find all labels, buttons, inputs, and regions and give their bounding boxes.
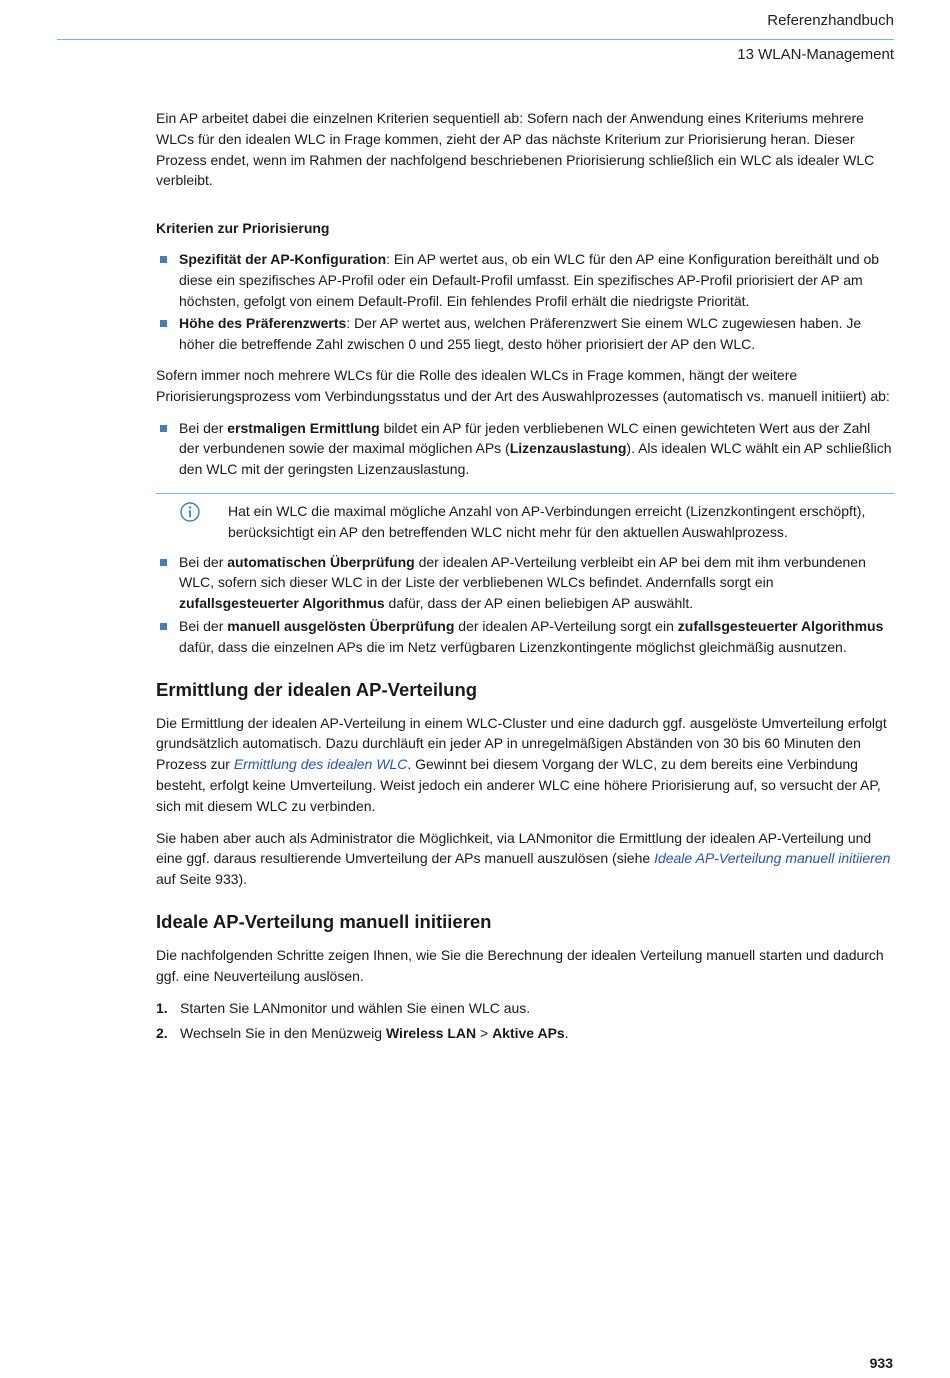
info-icon: [180, 502, 200, 522]
term-license-usage: Lizenzauslastung: [509, 440, 627, 457]
term-manual-check: manuell ausgelösten Überprüfung: [227, 617, 455, 634]
step-item: 2. Wechseln Sie in den Menüzweig Wireless LAN > Aktive APs.: [156, 1023, 894, 1044]
bullet-square-icon: [160, 425, 167, 432]
list-item: Bei der automatischen Überprüfung der idealen AP-Verteilung verbleibt ein AP bei dem mit ihm verbundenen WLC, sofern sich dieser WLC in der Liste der verbliebenen WLCs befindet. Andernfalls sorgt ein zufallsgesteuerter Algorithmus dafür, dass der AP einen beliebigen AP auswählt.: [156, 552, 894, 614]
section-title: Ideale AP-Verteilung manuell initiieren: [156, 910, 492, 932]
term-random-algorithm: zufallsgesteuerter Algorithmus: [179, 595, 385, 612]
criterion-term: Höhe des Präferenzwerts: [179, 315, 347, 332]
intro-paragraph: Ein AP arbeitet dabei die einzelnen Kriterien sequentiell ab: Sofern nach der Anwendung eines Kriteriums mehrere WLCs für den idealen WLC in Frage kommen, zieht der AP das nächste Kriterium zur Priorisierung heran. Dieser Prozess endet, wenn im Rahmen der nachfolgend beschriebenen Priorisierung schließlich ein WLC als idealer WLC verbleibt.: [156, 110, 875, 189]
criterion-text: : Der AP wertet aus, welchen Präferenzwert Sie einem WLC zugewiesen haben. Je höher die betreffende Zahl zwischen 0 und 255 liegt, desto höher priorisiert der AP den WLC.: [179, 315, 862, 353]
status-list: [156, 418, 894, 480]
criterion-term: Spezifität der AP-Konfiguration: [179, 250, 387, 267]
bullet-square-icon: [160, 320, 167, 327]
steps-list: [156, 998, 894, 1045]
bullet-square-icon: [160, 559, 167, 566]
header-divider: [57, 39, 894, 40]
criteria-heading: Kriterien zur Priorisierung: [156, 220, 330, 237]
step-number: 2.: [156, 1025, 168, 1042]
list-item: Bei der manuell ausgelösten Überprüfung der idealen AP-Verteilung sorgt ein zufallsgesteuerter Algorithmus dafür, dass die einzelnen APs die im Netz verfügbaren Lizenzkontingente möglichst gleichmäßig ausnutzen.: [156, 616, 894, 658]
menu-aktive-aps: Aktive APs: [492, 1025, 565, 1042]
section2-intro: Die nachfolgenden Schritte zeigen Ihnen, wie Sie die Berechnung der idealen Verteilung manuell starten und dadurch ggf. eine Neuverteilung auslösen.: [156, 946, 884, 984]
note-text: Hat ein WLC die maximal mögliche Anzahl von AP-Verbindungen erreicht (Lizenzkontingent erschöpft), berücksichtigt ein AP den betreffenden WLC nicht mehr für den aktuellen Auswahlprozess.: [228, 502, 866, 540]
status-list-continued: [156, 552, 894, 658]
criteria-list: [156, 249, 894, 355]
section-title: Ermittlung der idealen AP-Verteilung: [156, 678, 478, 700]
step-number: 1.: [156, 999, 168, 1016]
list-item: [156, 249, 894, 311]
page-header: [57, 10, 894, 65]
step-text: Starten Sie LANmonitor und wählen Sie einen WLC aus.: [180, 999, 531, 1016]
list-item: [156, 313, 894, 355]
bullet-square-icon: [160, 623, 167, 630]
link-ermittlung-wlc[interactable]: Ermittlung des idealen WLC: [233, 756, 408, 773]
step-item: [156, 998, 894, 1019]
header-title: Referenzhandbuch: [767, 12, 894, 29]
bullet-square-icon: [160, 256, 167, 263]
header-chapter: 13 WLAN-Management: [737, 46, 894, 63]
page-number: 933: [869, 1355, 893, 1371]
term-automatic-check: automatischen Überprüfung: [227, 553, 415, 570]
criterion-text: : Ein AP wertet aus, ob ein WLC für den AP eine Konfiguration bereithält und ob diese ein spezifisches AP-Profil oder ein Default-Profil umfasst. Ein spezifisches AP-Profil priorisiert der AP am höchsten, gefolgt von einem Default-Profil. Ein fehlendes Profil erhält die niedrigste Priorität.: [179, 250, 880, 309]
menu-wireless-lan: Wireless LAN: [385, 1025, 477, 1042]
section1-paragraph-2: Sie haben aber auch als Administrator die Möglichkeit, via LANmonitor die Ermittlung der idealen AP-Verteilung und eine ggf. daraus resultierende Umverteilung der APs manuell auszulösen (siehe Ideale AP-Verteilung manuell initiieren auf Seite 933).: [156, 829, 891, 888]
term-first-determination: erstmaligen Ermittlung: [227, 419, 380, 436]
list-item: Bei der erstmaligen Ermittlung bildet ein AP für jeden verbliebenen WLC einen gewichteten Wert aus der Zahl der verbundenen sowie der maximal möglichen APs (Lizenzauslastung). Als idealen WLC wählt ein AP schließlich den WLC mit der geringsten Lizenzauslastung.: [156, 418, 894, 480]
term-random-algorithm: zufallsgesteuerter Algorithmus: [677, 617, 884, 634]
link-ideale-verteilung[interactable]: Ideale AP-Verteilung manuell initiieren: [654, 850, 891, 867]
section1-paragraph-1: Die Ermittlung der idealen AP-Verteilung in einem WLC-Cluster und eine dadurch ggf. ausgelöste Umverteilung erfolgt grundsätzlich automatisch. Dazu durchläuft ein jeder AP in unregelmäßigen Abständen von 30 bis 60 Minuten den Prozess zur Ermittlung des idealen WLC. Gewinnt bei diesem Vorgang der WLC, zu dem bereits eine Verbindung besteht, erfolgt keine Umverteilung. Weist jedoch ein anderer WLC eine höhere Priorisierung auf, so versucht der AP, sich mit diesem WLC zu verbinden.: [156, 714, 887, 814]
info-note: [156, 493, 894, 543]
page-content: [156, 108, 894, 1049]
followup-paragraph: Sofern immer noch mehrere WLCs für die Rolle des idealen WLCs in Frage kommen, hängt der weitere Priorisierungsprozess vom Verbindungsstatus und der Art des Auswahlprozesses (automatisch vs. manuell initiiert) ab:: [156, 366, 890, 404]
